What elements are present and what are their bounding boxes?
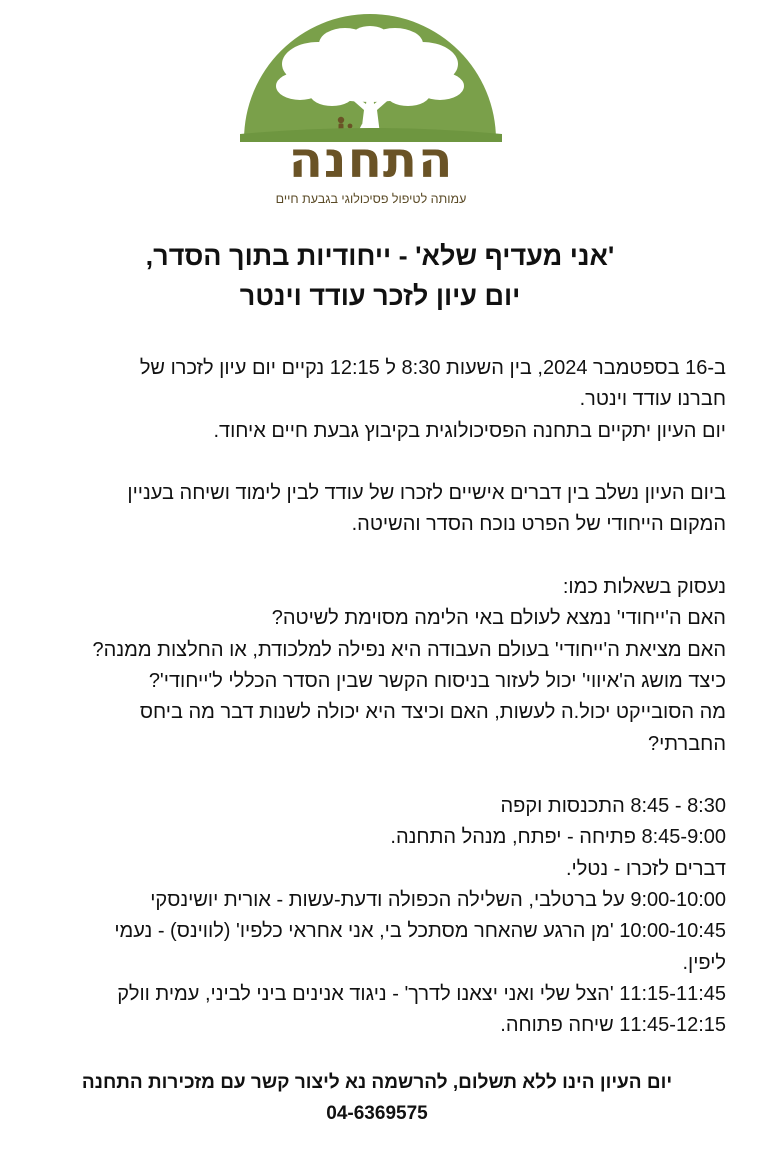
question-item: כיצד מושג ה'איווי' יכול לעזור בניסוח הקשר שבין הסדר הכללי ל'ייחודי'? <box>148 669 726 692</box>
title-line-2: יום עיון לזכר עודד וינטר <box>239 281 521 311</box>
schedule-item: ליפין. <box>682 951 726 974</box>
questions-paragraph <box>52 572 726 760</box>
title-line-1: 'אני מעדיף שלא' - ייחודיות בתוך הסדר, <box>145 241 615 271</box>
about-paragraph <box>52 478 726 541</box>
logo <box>240 14 502 204</box>
about-line-2: המקום הייחודי של הפרט נוכח הסדר והשיטה. <box>351 513 726 536</box>
schedule-item: 8:45-9:00 פתיחה - יפתח, מנהל התחנה. <box>390 826 726 849</box>
schedule-item: 10:00-10:45 'מן הרגע שהאחר מסתכל בי, אני אחראי כלפיו' (לווינס) - נעמי <box>114 920 726 943</box>
schedule <box>52 791 726 1041</box>
phone-number: 04-6369575 <box>326 1103 428 1124</box>
intro-line-3: יום העיון יתקיים בתחנה הפסיכולוגית בקיבוץ גבעת חיים איחוד. <box>213 419 726 442</box>
about-line-1: ביום העיון נשלב בין דברים אישיים לזכרו של עודד לבין לימוד ושיחה בעניין <box>127 482 726 505</box>
question-item: האם מציאת ה'ייחודי' בעולם העבודה היא נפילה למלכודת, או החלצות ממנה? <box>92 638 726 661</box>
logo-tagline: עמותה לטיפול פסיכולוגי בגבעת חיים <box>275 192 467 206</box>
questions-heading: נעסוק בשאלות כמו: <box>562 576 726 599</box>
announcement-body <box>52 353 726 1042</box>
intro-line-2: חברנו עודד וינטר. <box>579 388 726 411</box>
schedule-item: 8:30 - 8:45 התכנסות וקפה <box>500 795 726 818</box>
page-title <box>40 236 720 316</box>
schedule-item: 9:00-10:00 על ברטלבי, השלילה הכפולה ודעת-עשות - אורית יושינסקי <box>150 889 726 912</box>
schedule-item: 11:45-12:15 שיחה פתוחה. <box>500 1014 726 1037</box>
question-item: האם ה'ייחודי' נמצא לעולם באי הלימה מסוימת לשיטה? <box>271 607 726 630</box>
question-item: החברתי? <box>647 732 726 755</box>
intro-line-1: ב-16 בספטמבר 2024, בין השעות 8:30 ל 12:15 נקיים יום עיון לזכרו של <box>139 357 726 379</box>
question-item: מה הסובייקט יכול.ה לעשות, האם וכיצד היא יכולה לשנות דבר מה ביחס <box>139 701 726 724</box>
registration-footer <box>14 1067 740 1129</box>
logo-name: התחנה <box>288 131 454 189</box>
registration-text: יום העיון הינו ללא תשלום, להרשמה נא ליצור קשר עם מזכירות התחנה <box>81 1072 673 1093</box>
schedule-item: דברים לזכרו - נטלי. <box>565 857 726 880</box>
intro-paragraph <box>52 353 726 447</box>
schedule-item: 11:15-11:45 'הצל שלי ואני יצאנו לדרך' - ניגוד אנינים ביני לביני, עמית וולק <box>117 982 726 1005</box>
